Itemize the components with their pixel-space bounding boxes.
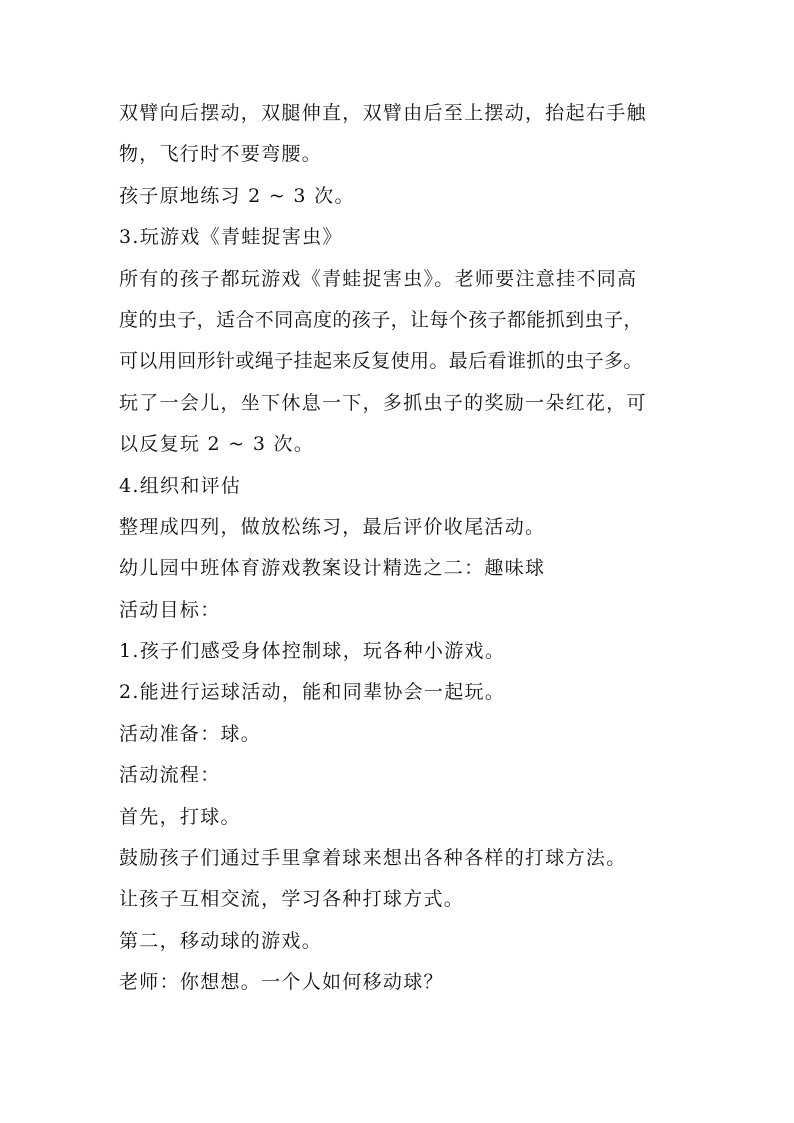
- document-title: 幼儿园中班体育游戏教案设计精选之二：趣味球: [119, 557, 546, 580]
- section-heading: 4.组织和评估: [119, 474, 242, 497]
- paragraph-line: 以反复玩 2 ~ 3 次。: [119, 433, 315, 456]
- paragraph-line: 第二，移动球的游戏。: [119, 929, 323, 952]
- section-heading: 活动目标：: [119, 598, 221, 621]
- paragraph-line: 孩子原地练习 2 ~ 3 次。: [119, 184, 355, 207]
- paragraph-line: 鼓励孩子们通过手里拿着球来想出各种各样的打球方法。: [119, 847, 627, 870]
- paragraph-line: 度的虫子，适合不同高度的孩子，让每个孩子都能抓到虫子，: [119, 308, 643, 331]
- list-item: 2.能进行运球活动，能和同辈协会一起玩。: [119, 681, 506, 704]
- paragraph-line: 玩了一会儿，坐下休息一下，多抓虫子的奖励一朵红花，可: [119, 391, 647, 414]
- list-item: 1.孩子们感受身体控制球，玩各种小游戏。: [119, 640, 506, 663]
- document-body: [119, 100, 679, 1011]
- paragraph-line: 物，飞行时不要弯腰。: [119, 143, 323, 166]
- paragraph-line: 整理成四列，做放松练习，最后评价收尾活动。: [119, 515, 546, 538]
- paragraph-line: 双臂向后摆动，双腿伸直，双臂由后至上摆动，抬起右手触: [119, 102, 647, 124]
- paragraph-line: 老师：你想想。一个人如何移动球？: [119, 971, 444, 994]
- paragraph-line: 首先，打球。: [119, 805, 241, 828]
- paragraph-line: 所有的孩子都玩游戏《青蛙捉害虫》。老师要注意挂不同高: [119, 267, 638, 290]
- paragraph-line: 让孩子互相交流，学习各种打球方式。: [119, 888, 465, 911]
- paragraph-line: 可以用回形针或绳子挂起来反复使用。最后看谁抓的虫子多。: [119, 350, 643, 373]
- section-heading: 3.玩游戏《青蛙捉害虫》: [119, 226, 343, 249]
- section-heading: 活动流程：: [119, 764, 221, 787]
- paragraph-line: 活动准备：球。: [119, 722, 262, 745]
